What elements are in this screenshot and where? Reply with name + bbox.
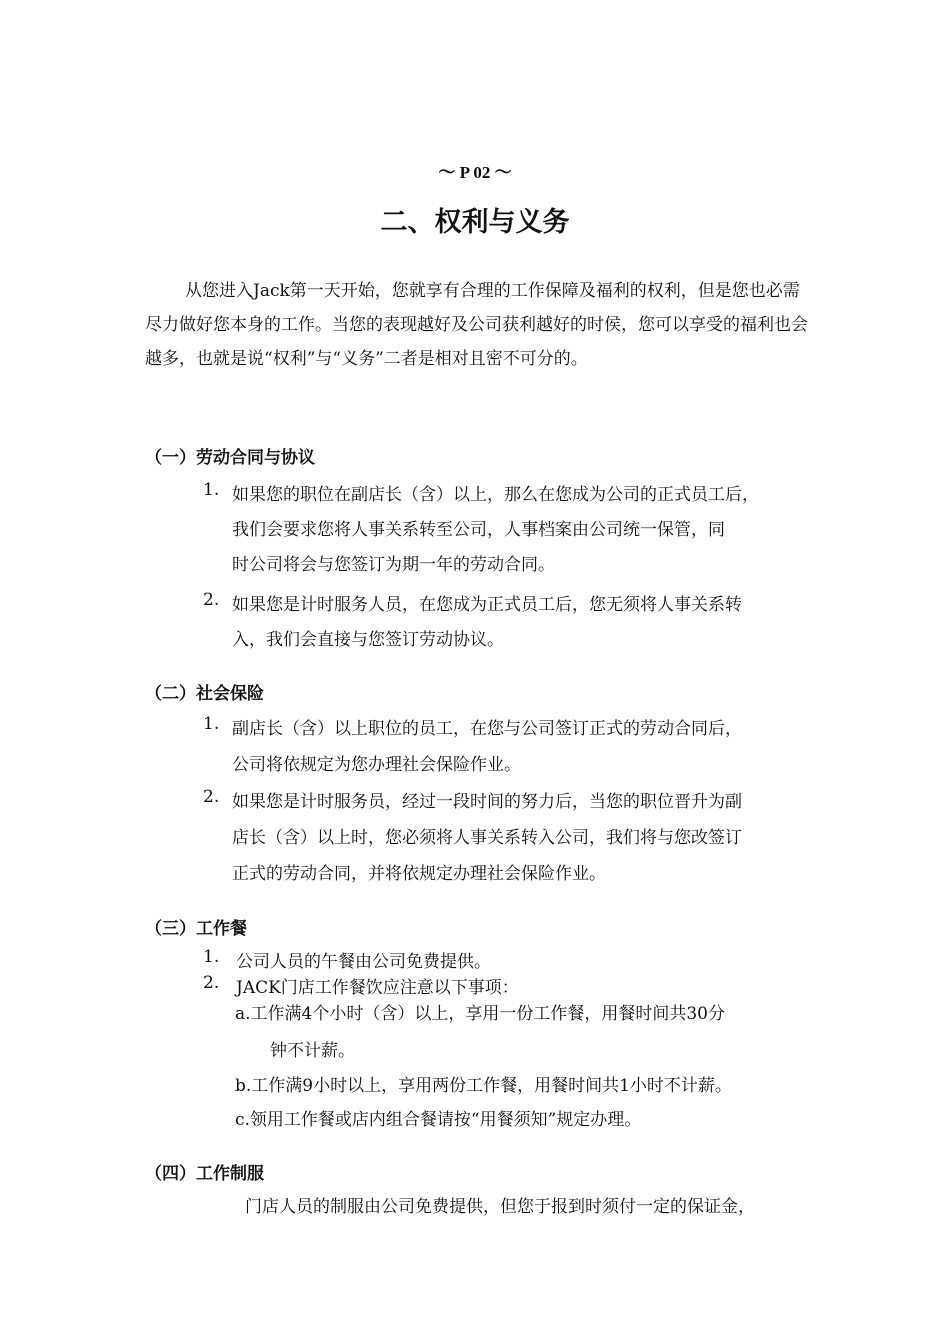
item-line: 如果您的职位在副店长（含）以上，那么在您成为公司的正式员工后， <box>232 485 759 505</box>
uniform-paragraph: 门店人员的制服由公司免费提供，但您于报到时须付一定的保证金， <box>245 1197 755 1217</box>
section-heading-uniform: （四）工作制服 <box>145 1164 264 1184</box>
item-number: 2. <box>203 973 220 993</box>
subitem-line: 钟不计薪。 <box>270 1041 355 1061</box>
item-line: 入，我们会直接与您签订劳动协议。 <box>232 630 504 650</box>
item-line: 如果您是计时服务员，经过一段时间的努力后，当您的职位晋升为副 <box>232 792 742 812</box>
item-line: JACK门店工作餐饮应注意以下事项： <box>236 978 519 998</box>
intro-paragraph: 从您进入Jack第一天开始，您就享有合理的工作保障及福利的权利，但是您也必需尽力做好您本身的工作。当您的表现越好及公司获利越好的时侯，您可以享受的福利也会越多，也就是说“权利”与“义务”二者是相对且密不可分的。 <box>145 281 808 369</box>
section-heading-labor-contract: （一）劳动合同与协议 <box>145 448 315 468</box>
item-line: 正式的劳动合同，并将依规定办理社会保险作业。 <box>232 864 606 884</box>
item-number: 2. <box>203 787 220 807</box>
item-line: 我们会要求您将人事关系转至公司，人事档案由公司统一保管，同 <box>232 520 725 540</box>
item-number: 1. <box>203 714 220 734</box>
item-line: 副店长（含）以上职位的员工，在您与公司签订正式的劳动合同后， <box>232 719 742 739</box>
item-line: 店长（含）以上时，您必须将人事关系转入公司，我们将与您改签订 <box>232 828 742 848</box>
subitem-line: c.领用工作餐或店内组合餐请按“用餐须知”规定办理。 <box>235 1110 642 1130</box>
item-number: 2. <box>203 590 220 610</box>
subitem-line: b.工作满9小时以上，享用两份工作餐，用餐时间共1小时不计薪。 <box>235 1076 732 1096</box>
section-heading-work-meal: （三）工作餐 <box>145 919 247 939</box>
item-number: 1. <box>203 947 220 967</box>
item-number: 1. <box>203 480 220 500</box>
page-title: 二、权利与义务 <box>380 207 570 238</box>
item-line: 时公司将会与您签订为期一年的劳动合同。 <box>232 555 555 575</box>
item-line: 如果您是计时服务人员，在您成为正式员工后，您无须将人事关系转 <box>232 595 742 615</box>
item-line: 公司人员的午餐由公司免费提供。 <box>236 952 491 972</box>
subitem-line: a.工作满4个小时（含）以上，享用一份工作餐，用餐时间共30分 <box>235 1004 725 1024</box>
item-line: 公司将依规定为您办理社会保险作业。 <box>232 755 521 775</box>
page-number: ～ P 02 ～ <box>438 163 512 182</box>
section-heading-social-insurance: （二）社会保险 <box>145 684 264 704</box>
